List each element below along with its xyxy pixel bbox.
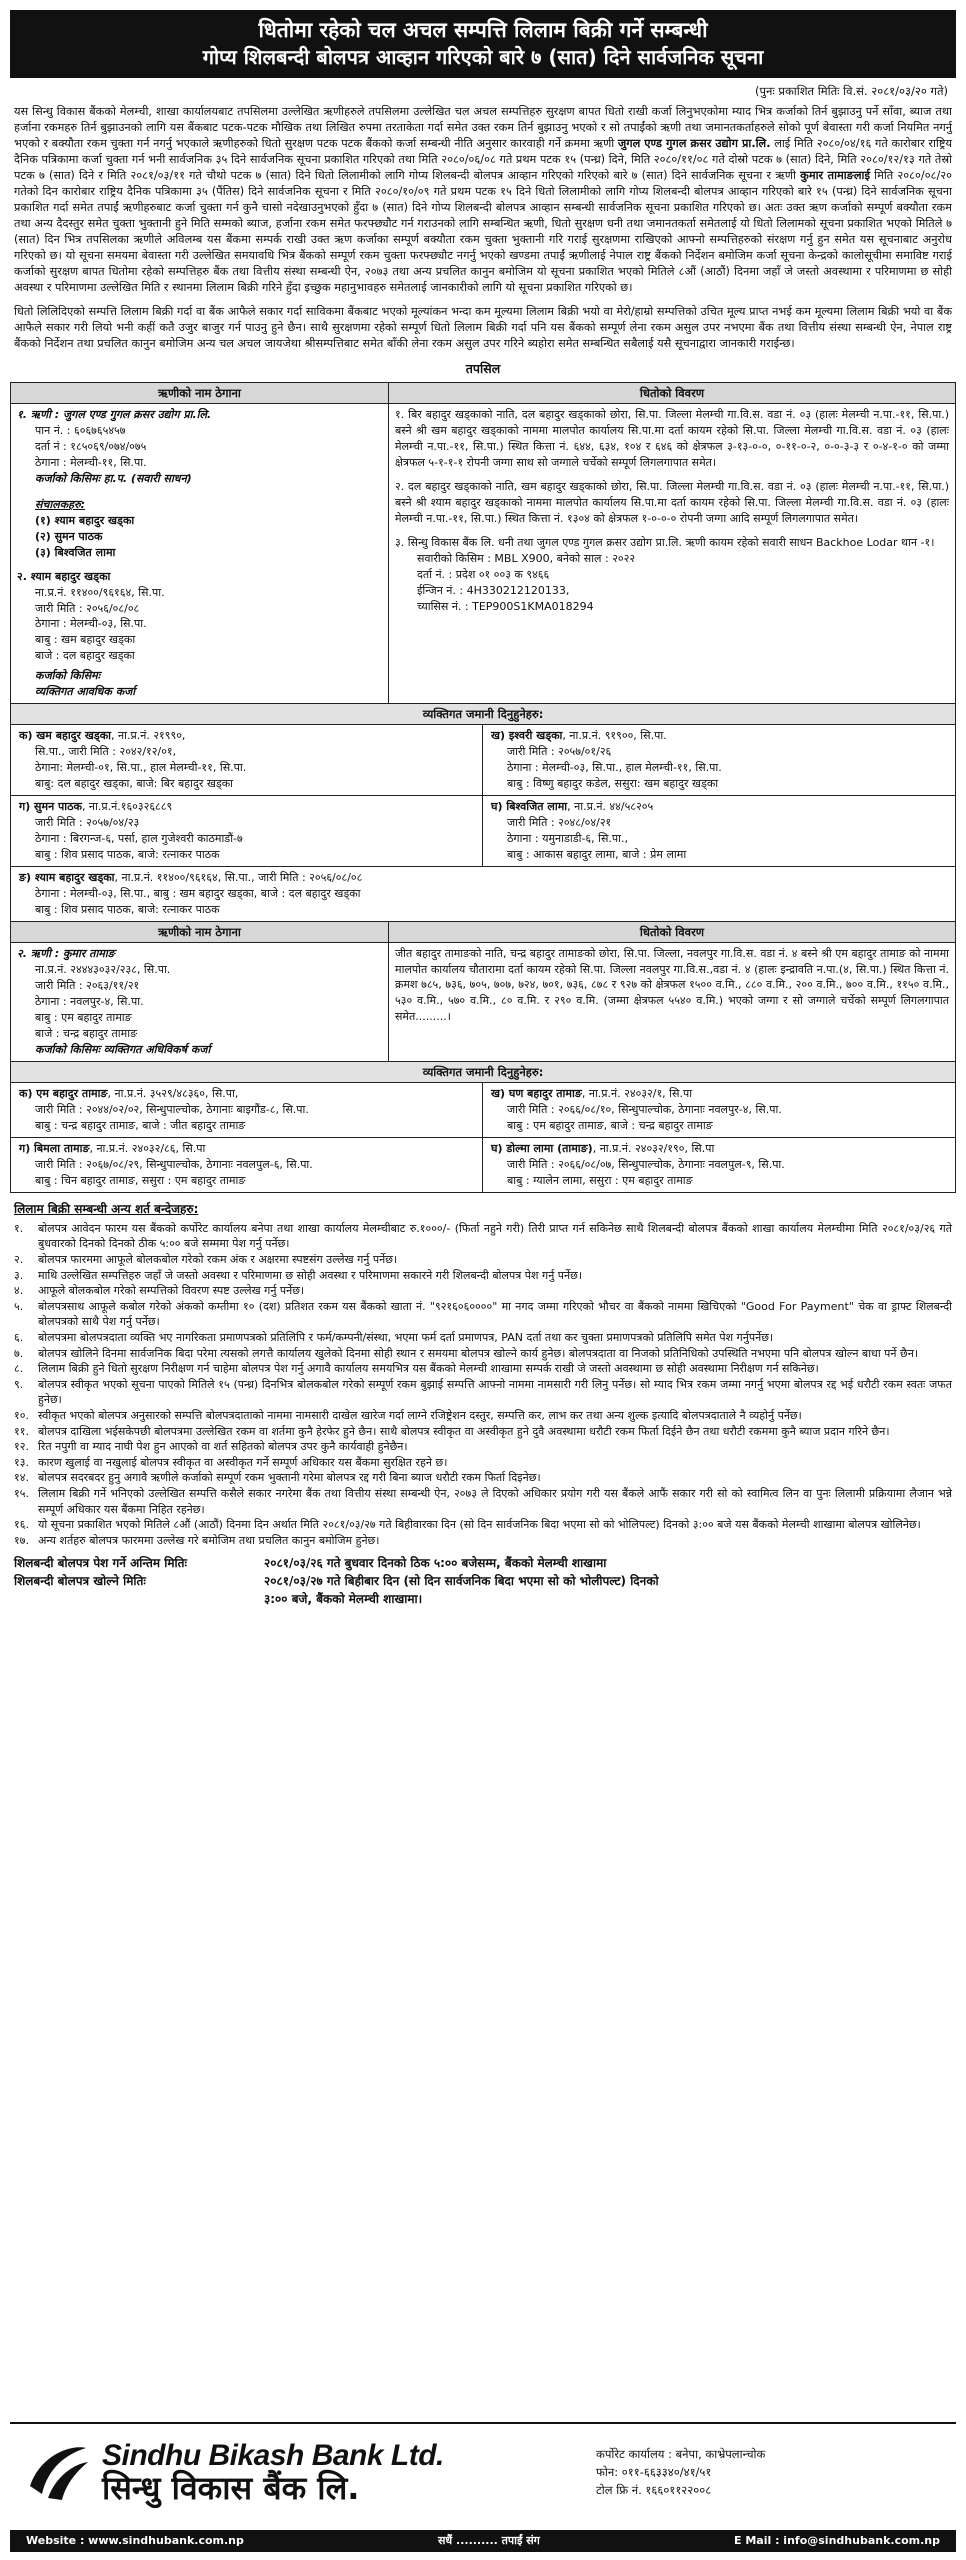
notice-title-bar [10, 10, 956, 78]
tagline: सधैं .......... तपाईं संग [438, 2534, 540, 2548]
bank-logo [22, 2438, 582, 2508]
borrower-kumar-issued: जारी मिति : २०६३/११/२१ [35, 979, 140, 992]
term-text: यो सूचना प्रकाशित भएको मितिले ८औं (आठौं) दिनमा दिन अर्थात मिति २०८१/०३/२७ गते बिहीवारका दिन (सो दिन सार्वजनिक बिदा भएमा सो को भोलिपल्ट) दिनको ३:०० बजे यस बैंकको मेलम्ची शाखामा बोलपत्र खोलिनेछ। [38, 1518, 921, 1532]
schedule-table-1 [10, 382, 956, 704]
directors-title: संचालकहरु: [35, 497, 85, 511]
website-link[interactable]: Website : www.sindhubank.com.np [26, 2534, 244, 2548]
footer-band [10, 2422, 956, 2522]
guarantors-2-grid [10, 1083, 956, 1193]
term-number: १०. [14, 1408, 29, 1422]
term-item [14, 1408, 952, 1424]
term-text: बोलपत्र खोलिने दिनमा सार्वजनिक बिदा परेमा त्यसको लगत्तै कार्यालय खुलेको दिनमा सोही स्थान र समयमा बोलपत्र खोल्ने कार्य हुनेछ। बोलपत्रदाता वा निजको प्रतिनिधिको उपस्थिति नभएमा पनि बोलपत्र खोल्न बाधा पर्ने छैन। [38, 1346, 918, 1360]
term-item [14, 1517, 952, 1533]
schedule-table-2 [10, 922, 956, 1062]
terms-title: लिलाम बिक्री सम्बन्धी अन्य शर्त बन्देजहरु: [14, 1201, 199, 1216]
borrower-kumar-father: बाबु : एम बहादुर तामाङ [35, 1010, 132, 1024]
guarantors-2-title: व्यक्तिगत जमानी दिनुहुनेहरु: [10, 1062, 956, 1083]
vehicle-reg: दर्ता नं. : प्रदेश ०१ ००३ क ९४६६ [417, 567, 550, 581]
term-number: १५. [14, 1487, 29, 1501]
borrower-2-issued: जारी मिति : २०५६/०८/०८ [35, 601, 140, 615]
bank-name-nepali: सिन्धु विकास बैंक लि. [102, 2469, 360, 2508]
term-text: बोलपत्र स्वीकृत भएको सूचना पाएको मितिले १५ (पन्ध्र) दिनभित्र बोलकबोल गरेको सम्पूर्ण रकम बुझाई सम्पत्ति आफ्नो नाममा नामसारी गरी लिनु पर्नेछ। सो म्याद भित्र रकम जम्मा नगर्नु भएमा बोलपत्र रद्द भई धरौटी रकम स्वतः जफत हुनेछ। [38, 1377, 952, 1407]
collateral-2-cell: जीत बहादुर तामाङको नाति, चन्द्र बहादुर तामाङको छोरा, सि.पा. जिल्ला, नवलपुर गा.वि.स. वडा नं. ४ बस्ने श्री एम बहादुर तामाङ को नाममा मालपोत कार्यालय चौतारामा दर्ता कायम रहेको सि.पा. जिल्ला नवलपुर गा.वि.स.,वडा नं. ४ (हालः इन्द्रावति न.पा.(४, सि.पा.) स्थित कित्ता नं. क्रमश ७८५, ७३६, ७०५, ७०७, ७२४, ७०१, ७३६, ८७८ र ९२७ को क्षेत्रफल १५०० व.मि., ८८० व.मि., २०० व.मि., ७०० व.मि., ११५० व.मि., ५३० व.मि., ५७० व.मि., ८० व.मि. र २९० व.मि. (जम्मा क्षेत्रफल ५५४० व.मि.) भएको जग्गा र सो जग्गाले चर्चेको सम्पूर्ण लिगलगापात समेत.........। [389, 943, 956, 1062]
borrower-2-address: ठेगाना : मेलम्ची-०३, सि.पा. [35, 617, 147, 631]
borrower-2-citizenship: ना.प्र.नं. ११४००/९६१६४, सि.पा. [35, 585, 165, 599]
deadline-open-label: शिलबन्दी बोलपत्र खोल्ने मितिः [14, 1574, 146, 1589]
vehicle-engine: ईन्जिन नं. : 4H330212120133, [417, 583, 570, 597]
vehicle-chassis: च्यासिस नं. : TEP900S1KMA018294 [417, 599, 594, 613]
borrower-2-father: बाबु : खम बहादुर खड्का [35, 633, 136, 647]
col-header-borrower-2: ऋणीको नाम ठेगाना [11, 922, 389, 943]
borrower-1-cell [11, 404, 389, 704]
deadline-submit-value: २०८१/०३/२६ गते बुधवार दिनको ठिक ५:०० बजेसम्म, बैंकको मेलम्ची शाखामा [264, 1556, 607, 1571]
borrower-kumar-address: ठेगाना : नवलपुर-४, सि.पा. [35, 994, 144, 1008]
phone-number: फोन: ०११-६६३३४०/४१/५१ [596, 2465, 712, 2480]
borrower-1-pan: पान नं. : ६०६७६५४५७ [35, 424, 126, 438]
borrower-1-loan-type: कर्जाको किसिमः हा.प. (सवारी साधन) [35, 471, 192, 485]
toll-free-number: टोल फ्रि नं. १६६०११२२००८ [596, 2482, 712, 2497]
borrower-1-name: १. ऋणी : जुगल एण्ड गुगल क्रसर उद्योग प्रा.लि. [17, 408, 212, 422]
term-number: ५. [14, 1299, 24, 1313]
borrower-kumar-grandfather: बाजे : चन्द्र बहादुर तामाङ [35, 1026, 138, 1040]
guarantor-2c: ग) बिमला तामाङ, ना.प्र.नं. २४०३२/८६, सि.पा जारी मिति : २०६७/०८/२९, सिन्धुपाल्चोक, ठेगानाः नवलपुल-६, सि.पा. बाबु : चिन बहादुर तामाङ, ससुरा : एम बहादुर तामाङ [11, 1137, 483, 1192]
term-number: १६. [14, 1518, 29, 1532]
guarantor-1b: ख) इश्वरी खड्का, ना.प्र.नं. ९१९००, सि.पा. जारी मिति : २०५७/०१/२६ ठेगाना : मेलम्ची-०३, सि.पा., हाल मेलम्ची-११, सि.पा. बाबु : विष्णु बहादुर कडेल, ससुरा: खम बहादुर खड्का [491, 729, 722, 791]
term-text: लिलाम बिक्री हुने धितो सुरक्षण निरीक्षण गर्न चाहेमा बोलपत्र पेश गर्नु अगावै कार्यालय समयभित्र यस बैंकको मेलम्ची शाखामा सम्पर्क राखी जे जस्तो अवस्थामा छ सोही अवस्थामा निरीक्षण गर्न सकिनेछ। [38, 1362, 819, 1376]
borrower-2-name: २. श्याम बहादुर खड्का [17, 569, 111, 583]
term-item [14, 1470, 952, 1486]
borrower-2-loan-type-label: कर्जाको किसिमः [35, 669, 100, 683]
guarantors-1-title: व्यक्तिगत जमानी दिनुहुनेहरु: [10, 704, 956, 725]
term-text: लिलाम बिक्री गर्ने भनिएको उल्लेखित सम्पत्ति कसैले सकार नगरेमा बैंक तथा वित्तीय संस्था सम्बन्धी ऐन, २०७३ ले दिएको अधिकार प्रयोग गरी यस बैंकले आफैं सकार गरी सो को स्वामित्व लिन वा पुनः लिलामी प्रक्रियामा लैजान भन्ने सम्पूर्ण अधिकार यस बैंकमा निहित रहनेछ। [38, 1487, 952, 1516]
borrower-name-inline-1: जुगल एण्ड गुगल क्रसर उद्योग प्रा.लि. [617, 136, 771, 150]
term-item [14, 1252, 952, 1268]
deadline-open [14, 1572, 952, 1590]
deadline-submit-label: शिलबन्दी बोलपत्र पेश गर्ने अन्तिम मितिः [14, 1556, 187, 1571]
term-item [14, 1377, 952, 1408]
term-text: बोलपत्र फारममा आफूले बोलकबोल गरेको रकम अंक र अक्षरमा स्पष्टसंग उल्लेख गर्नु पर्नेछ। [38, 1252, 398, 1266]
contact-block [582, 2446, 765, 2499]
term-text: रित नपुगी वा म्याद नाघी पेश हुन आएको वा शर्त सहितको बोलपत्र उपर कुनै कार्यवाही हुनेछैन। [38, 1440, 408, 1454]
term-number: ८. [14, 1362, 24, 1376]
term-number: ७. [14, 1346, 24, 1360]
term-item [14, 1299, 952, 1330]
term-item [14, 1330, 952, 1346]
corporate-office: कर्पोरेट कार्यालय : बनेपा, काभ्रेपलान्चोक [596, 2447, 766, 2462]
terms-list [14, 1221, 952, 1549]
deadline-open-value: २०८१/०३/२७ गते बिहीबार दिन (सो दिन सार्वजनिक बिदा भएमा सो को भोलीपल्ट) दिनको [264, 1574, 659, 1589]
director-2: (२) सुमन पाठक [35, 529, 103, 543]
term-number: १७. [14, 1533, 29, 1547]
intro-paragraph-1: यस सिन्धु विकास बैंकको मेलम्ची, शाखा कार्यालयबाट तपसिलमा उल्लेखित ऋणीहरुले तपसिलमा उल्लेखित चल अचल सम्पत्तिहरु सुरक्षण बापत धितो राखी कर्जा लिनुभएकोमा म्याद भित्र कर्जाको तिर्न बुझाउनु पर्ने साँवा, ब्याज तथा हर्जाना रकमहरु तिर्न बुझाउनको लागि यस बैंकबाट पटक-पटक मौखिक तथा लिखित रुपमा तरताकेता गर्दा समेत उक्त रकम तिर्न बुझाउनु भएको र सो तपाईंको ऋणी तथा जमानतकर्ताहरुले सोको पूर्ण बेवास्ता गरी कर्जा नियमित नगर्नु भएको र बक्यौता रकम चुक्ता गर्न नगर्नु भएकाले ऋणीहरुको धितो सुरक्षण पटक पटक बैंकको कर्जा सम्बन्धी नीति अनुसार कारवाही गर्ने क्रममा ऋणी जुगल एण्ड गुगल क्रसर उद्योग प्रा.लि. लाई मिति २०८०/०४/१६ गते कारोबार राष्ट्रिय दैनिक पत्रिकामा कर्जा चुक्ता गर्न भनी सार्वजनिक ३५ दिने सार्वजनिक सूचना प्रकाशित गरिएको तथा मिति २०८०/०६/०८ गते प्रथम पटक १५ (पन्ध्र) दिने, मिति २०८०/११/०८ गते दोस्रो पटक ७ (सात) दिने, मिति २०८०/१२/१३ गते तेस्रो पटक ७ (सात) दिने र मिति २०८१/०३/११ गते चौथो पटक ७ (सात) दिने धितो लिलामीको लागि गोप्य शिलबन्दी बोलपत्र आव्हान गरिएको गरिएको बारे ७ (सात) दिने सार्वजनिक सूचना र ऋणी कुमार तामाङलाई मिति २०८०/०८/२० गतेको दिन कारोबार राष्ट्रिय दैनिक पत्रिकामा ३५ (पैंतिस) दिने सार्वजनिक सूचना र मिति २०८०/१०/०९ गते प्रथम पटक १५ दिने धितो लिलामीको लागि गोप्य शिलबन्दी बोलपत्र आव्हान गरिएको बारे १५ (पन्ध्र) दिने सार्वजनिक सूचना प्रकाशित गर्दा समेत तपाईं ऋणीहरुबाट कर्जा चुक्ता गर्न कुनै चासो नदेखाउनुभएको हुँदा ७ (सात) दिने गोप्य शिलबन्दी बोलपत्र आव्हान सम्बन्धी सार्वजनिक सूचना प्रकाशित गरिएको छ। अतः उक्त ऋण कर्जाको सम्पूर्ण बक्यौता रकम तथा अन्य दैदस्तुर समेत चुक्ता भुक्तानी हुने मिति सम्मको ब्याज, हर्जाना रकम समेत फरफ्छ्यौट गर्न गराउनको लागि सम्बन्धित ऋणी, धितो सुरक्षण धनी तथा जमानतकर्ता समेतलाई यो धितो लिलामको सूचना प्रकाशित भएको मितिले ७ (सात) दिन भित्र तपसिलका ऋणीले अविलम्ब यस बैंकमा सम्पर्क राखी उक्त ऋण कर्जाका सम्पूर्ण बक्यौता रकम चुक्ता भुक्तानी गरि गराई सुरक्षणमा राखिएको आफ्नो सम्पत्तिहरुको संरक्षण गर्नु हुन समेत यस सूचनाबाट अनुरोध गरिएको छ। यो सूचना समयमा बेवास्ता गरी उल्लेखित समयावधि भित्र बैंकको सम्पूर्ण रकम चुक्ता फरफ्छ्यौट नगर्नु भएको खण्डमा तपाईं ऋणीलाई नेपाल राष्ट्र बैंकको निर्देशन बमोजिम कर्जा सूचना केन्द्रको कालोसूचीमा समाविष्ट गराई कर्जाको सुरक्षण बापत धितोमा रहेको सम्पत्तिहरु बैंक तथा वित्तीय संस्था सम्बन्धी ऐन, २०७३ तथा अन्य प्रचलित कानुन बमोजिम यो सूचना प्रकाशित भएको मितिले ८औं (आठौं) दिनमा जहाँ जे जस्तो अवस्थामा र परिमाणमा छ सोही अवस्था र परिमाणमा उल्लेखित मिति र स्थानमा लिलाम बिक्री गरिने हुँदा इच्छुक महानुभावहरु समेतलाई जानकारीको लागि यो सूचना प्रकाशित गरिएको छ। [14, 104, 953, 295]
term-text: बोलपत्रमा बोलपत्रदाता व्यक्ति भए नागरिकता प्रमाणपत्रको प्रतिलिपि र फर्म/कम्पनी/संस्था, भएमा फर्म दर्ता प्रमाणपत्र, PAN दर्ता तथा कर चुक्ता प्रमाणपत्रको प्रतिलिपि समेत पेश गर्नुपर्नेछ। [38, 1330, 774, 1344]
col-header-collateral-2: धितोको विवरण [389, 922, 956, 943]
term-text: बोलपत्र दाखिला भईसकेपछी बोलपत्रमा उल्लेखित रकम वा शर्तमा कुनै हेरफेर हुने छैन। साथै बोलपत्र स्वीकृत वा अस्वीकृत हुने दुवै अवस्थामा धरौटी रकम फिर्ता दिईने छैन तथा धरौटी रकममा कुनै ब्याज प्रदान गरिने छैन। [38, 1424, 890, 1438]
borrower-1-reg: दर्ता नं : १८५०६९/०७४/०७५ [35, 440, 147, 454]
term-text: कारण खुलाई वा नखुलाई बोलपत्र स्वीकृत वा अस्वीकृत गर्ने सम्पूर्ण अधिकार यस बैंकमा सुरक्षित रहने छ। [38, 1455, 448, 1469]
intro-paragraph-2: धितो लिलिदिएको सम्पत्ति लिलाम बिक्री गर्दा वा बैंक आफैले सकार गर्दा साविकमा बैंकबाट भएको मूल्यांकन भन्दा कम मूल्यमा लिलाम बिक्री भयो वा मेरो/हाम्रो सम्पत्तिको उचित मूल्य प्राप्त नभई कम मूल्यमा लिलाम बिक्री भयो वा बैंक आफैले सकार गरी लियो भनी कहीं कतै उजुर बाजुर गर्न पाउनु हुने छैन। साथै सुरक्षणमा रहेको सम्पूर्ण धितो लिलाम बिक्री गर्दा पनि यस बैंकको सम्पूर्ण लेना रकम असुल उपर नभएमा बैंक तथा वित्तीय संस्था सम्बन्धी ऐन, नेपाल राष्ट्र बैंकको निर्देशन तथा प्रचलित कानुन बमोजिम अन्य चल अचल जायजेथा श्रीसम्पत्तिबाट समेत बाँकी लेना रकम असुल उपर गरिने ब्यहोरा समेत सम्बन्धित सबैलाई यसै सूचनाद्वारा जानकारी गराईन्छ। [14, 305, 952, 351]
guarantor-2d: घ) डोल्मा लामा (तामाङ), ना.प्र.नं. २४०३२/१९०, सि.पा जारी मिति : २०६६/०८/०७, सिन्धुपाल्चोक, ठेगानाः नवलपुल-९, सि.पा. बाबु : ग्यालेन लामा, ससुरा : एम बहादुर तामाङ [483, 1137, 955, 1192]
guarantor-2a: क) एम बहादुर तामाङ, ना.प्र.नं. ३५२९/४८३६०, सि.पा, जारी मिति : २०४४/०२/०२, सिन्धुपाल्चोक, ठेगानाः बाइगौंड-८, सि.पा. बाबु : चन्द्र बहादुर तामाङ, बाजे : जीत बहादुर तामाङ [11, 1083, 483, 1137]
term-item [14, 1221, 952, 1252]
borrower-2-loan-type: व्यक्तिगत आवधिक कर्जा [35, 685, 136, 699]
term-item [14, 1439, 952, 1455]
director-1: (१) श्याम बहादुर खड्का [35, 513, 135, 527]
term-number: १२. [14, 1440, 29, 1454]
guarantor-1e: ङ) श्याम बहादुर खड्का, ना.प्र.नं. ११४००/९६१६४, सि.पा., जारी मिति : २०५६/०८/०८ ठेगाना : मेलम्ची-०३, सि.पा., बाबु : खम बहादुर खड्का, बाजे : दल बहादुर खड्का बाबु : शिव प्रसाद पाठक, बाजे: रत्नाकर पाठक [10, 867, 956, 922]
notice-title-line2: गोप्य शिलबन्दी बोलपत्र आव्हान गरिएको बारे ७ (सात) दिने सार्वजनिक सूचना [202, 45, 764, 70]
guarantor-1d: घ) बिश्वजित लामा, ना.प्र.नं. ४४/५८२०५ जारी मिति : २०४८/०४/२१ ठेगाना : यमुनाडाडी-६, सि.पा., बाबु : आकास बहादुर लामा, बाजे : प्रेम लामा [483, 795, 955, 866]
term-item [14, 1455, 952, 1471]
term-item [14, 1283, 952, 1299]
term-number: ९. [14, 1377, 24, 1391]
deadline-submit [14, 1554, 952, 1572]
term-number: १३. [14, 1455, 29, 1469]
deadlines-block [14, 1554, 952, 1608]
term-item [14, 1268, 952, 1284]
guarantor-2b: ख) घण बहादुर तामाङ, ना.प्र.नं. २४०३२/१, सि.पा जारी मिति : २०६६/०८/१०, सिन्धुपाल्चोक, ठेगानाः नवलपुर-४, सि.पा. बाबु : एम बहादुर तामाङ, बाजे : चन्द्र बहादुर तामाङ [491, 1087, 782, 1132]
term-item [14, 1533, 952, 1549]
collateral-1-item-2: २. दल बहादुर खड्काको नाति, खम बहादुर खड्काको छोरा, सि.पा. जिल्ला मेलम्ची गा.वि.स. वडा नं. ०३ (हालः मेलम्ची न.पा.-११, सि.पा.) बस्ने श्री श्याम बहादुर खड्काको नाममा मालपोत कार्यालय सि.पा.मा दर्ता कायम रहेको सि.पा. जिल्ला मेलम्ची गा.वि.स. वडा नं. ०३ (हालः मेलम्ची न.पा.-११, सि.पा.) स्थित कित्ता नं. १३०४ को क्षेत्रफल १-०-०-० रोपनी जग्गा आदि सम्पूर्ण लिगलगापात समेत। [395, 479, 949, 525]
guarantor-1a: क) खम बहादुर खड्का, ना.प्र.नं. २१९९०, सि.पा., जारी मिति : २०४२/१२/०१, ठेगाना: मेलम्ची-०१, सि.पा., हाल मेलम्ची-११, सि.पा. बाबु: दल बहादुर खड्का, बाजे: बिर बहादुर खड्का [11, 725, 483, 795]
term-text: आफूले बोलकबोल गरेको सम्पत्तिको विवरण स्पष्ट उल्लेख गर्नु पर्नेछ। [38, 1284, 305, 1298]
guarantor-1c: ग) सुमन पाठक, ना.प्र.नं.१६०३२६८८९ जारी मिति : २०५७/०४/२३ ठेगाना : बिरगन्ज-६, पर्सा, हाल गुजेश्वरी काठमाडौं-७ बाबु : शिव प्रसाद पाठक, बाजे: रत्नाकर पाठक [11, 795, 483, 866]
term-text: स्वीकृत भएको बोलपत्र अनुसारको सम्पत्ति बोलपत्रदाताको नाममा नामसारी दाखेल खारेज गर्दा लाग्ने रजिष्ट्रेशन दस्तुर, सम्पत्ति कर, लाभ कर तथा अन्य शुल्क इत्यादि बोलपत्रदाताले नै व्यहोर्नु पर्नेछ। [38, 1408, 802, 1422]
term-number: २. [14, 1252, 24, 1266]
borrower-kumar-name: २. ऋणी : कुमार तामाङ [17, 947, 115, 961]
guarantors-1-grid [10, 725, 956, 867]
collateral-1-item-3: ३. सिन्धु विकास बैंक लि. धनी तथा जुगल एण्ड गुगल क्रसर उद्योग प्रा.लि. ऋणी कायम रहेको सवारी साधन Backhoe Lodar थान -१। [395, 535, 935, 549]
vehicle-make: सवारीको किसिम : MBL X900, बनेको साल : २०२२ [417, 551, 636, 565]
republish-date: (पुनः प्रकाशित मितिः वि.सं. २०८१/०३/२० गते) [755, 84, 948, 99]
bank-swoosh-icon [22, 2438, 92, 2508]
term-number: ६. [14, 1330, 24, 1344]
term-item [14, 1346, 952, 1362]
collateral-1-cell [389, 404, 956, 704]
term-item [14, 1361, 952, 1377]
bottom-strip [10, 2530, 956, 2552]
term-item [14, 1424, 952, 1440]
col-header-collateral: धितोको विवरण [389, 382, 956, 403]
term-number: ३. [14, 1268, 24, 1282]
term-text: माथि उल्लेखित सम्पत्तिहरु जहाँ जे जस्तो अवस्था र परिमाणमा छ सोही अवस्था र परिमाणमा सकारने गरी शिलबन्दी बोलपत्र पेश गर्नु पर्नेछ। [38, 1268, 583, 1282]
term-text: अन्य शर्तहरु बोलपत्र फारममा उल्लेख गरे बमोजिम तथा प्रचलित कानुन बमोजिम हुनेछ। [38, 1533, 380, 1547]
term-text: बोलपत्र सदरबदर हुनु अगावै ऋणीले कर्जाको सम्पूर्ण रकम भुक्तानी गरेमा बोलपत्र रद्द गरी बिना ब्याज धरौटी रकम फिर्ता दिइनेछ। [38, 1471, 541, 1485]
director-3: (३) बिश्वजित लामा [35, 545, 116, 559]
term-number: ४. [14, 1284, 24, 1298]
notice-title-line1: धितोमा रहेको चल अचल सम्पत्ति लिलाम बिक्री गर्ने सम्बन्धी [258, 18, 708, 42]
term-number: ११. [14, 1424, 29, 1438]
collateral-1-item-1: १. बिर बहादुर खड्काको नाति, दल बहादुर खड्काको छोरा, सि.पा. जिल्ला मेलम्ची गा.वि.स. वडा नं. ०३ (हालः मेलम्ची न.पा.-११, सि.पा.) बस्ने श्री खम बहादुर खड्काको नाममा मालपोत कार्यालय सि.पा.मा दर्ता कायम रहेको सि.पा. जिल्ला मेलम्ची गा.वि.स. वडा नं. ०३ (हालः मेलम्ची न.पा.-११, सि.पा.) स्थित कित्ता नं. ६४४, ६३४, १०४ र ६४६ को क्षेत्रफल ३-१३-०-०, ०-११-०-२, ०-०-३-३ र ०-४-१-० को जम्मा क्षेत्रफल ५-१-१-१ रोपनी जग्गा साथ सो जग्गाले चर्चेको सम्पूर्ण लिगलगापात समेत। [395, 408, 949, 470]
col-header-borrower: ऋणीको नाम ठेगाना [11, 382, 389, 403]
borrower-1-address: ठेगाना : मेलम्ची-११, सि.पा. [35, 456, 147, 470]
deadline-open-value-2: ३:०० बजे, बैंकको मेलम्ची शाखामा। [264, 1592, 423, 1607]
term-item [14, 1486, 952, 1517]
borrower-2-cell [11, 943, 389, 1062]
term-text: बोलपत्रसाथ आफूले कबोल गरेको अंकको कम्तीमा १० (दश) प्रतिशत रकम यस बैंकको खाता नं. "९२१६०६००००" मा नगद जम्मा गरिएको भौचर वा बैंकको नाममा खिचिएको "Good For Payment" चेक वा ड्राफ्ट शिलबन्दी बोलपत्रको साथै पेश गर्नु पर्नेछ। [38, 1299, 952, 1329]
schedule-title: तपसिल [465, 361, 501, 377]
term-number: १. [14, 1221, 24, 1235]
borrower-name-inline-2: कुमार तामाङलाई [800, 168, 871, 182]
bank-name-english: Sindhu Bikash Bank Ltd. [102, 2438, 444, 2472]
email-link[interactable]: E Mail : info@sindhubank.com.np [734, 2534, 940, 2548]
borrower-kumar-citizenship: ना.प्र.नं. २४४४३०३२/२३८, सि.पा. [35, 963, 171, 977]
term-number: १४. [14, 1471, 29, 1485]
borrower-2-grandfather: बाजे : दल बहादुर खड्का [35, 649, 135, 663]
borrower-kumar-loan-type: कर्जाको किसिमः व्यक्तिगत अधिविकर्ष कर्जा [35, 1042, 211, 1056]
term-text: बोलपत्र आवेदन फारम यस बैंकको कर्पोरेट कार्यालय बनेपा तथा शाखा कार्यालय मेलम्चीबाट रु.१०००/- (फिर्ता नहुने गरी) तिरी प्राप्त गर्न सकिनेछ साथै शिलबन्दी बोलपत्र बैंकको शाखा कार्यालय मेलम्चीमा मिति २०८१/०३/२६ गते बुधवारको दिनको दिनको ठीक ५:०० बजे सम्ममा पेश गर्नु पर्नेछ। [38, 1221, 952, 1251]
